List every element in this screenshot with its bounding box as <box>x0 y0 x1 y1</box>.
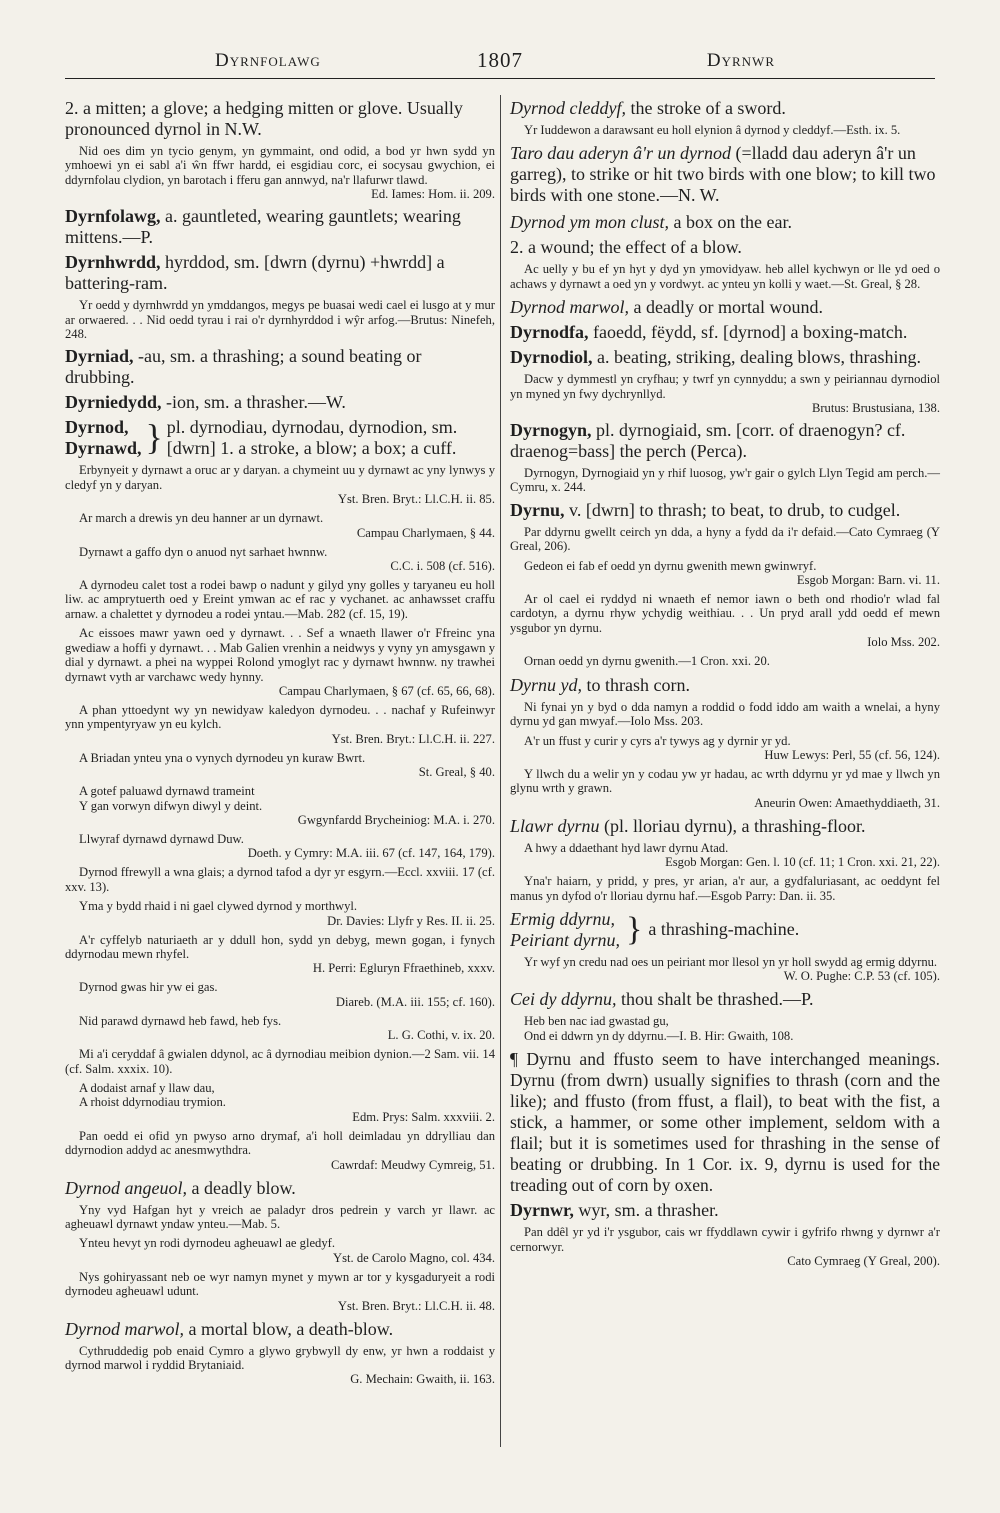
citation-source: Yst. Bren. Bryt.: Ll.C.H. ii. 227. <box>331 731 495 746</box>
entry-dyrnwr: Dyrnwr, wyr, sm. a thrasher. <box>510 1200 719 1221</box>
header-right-word: Dyrnwr <box>706 50 775 71</box>
citation-source: H. Perri: Egluryn Ffraethineb, xxxv. <box>312 961 495 976</box>
page-number: 1807 <box>477 48 523 72</box>
citation: Mi a'i ceryddaf â gwialen ddynol, ac â dyrnodiau meibion dynion.—2 Sam. vii. 14 (cf. Salm. xxxix. 10). <box>65 1047 495 1076</box>
phrase-dyrnod-marwol: Dyrnod marwol, a deadly or mortal wound. <box>510 297 823 318</box>
citation: Yr oedd y dyrnhwrdd yn ymddangos, megys pe buasai wedi cael ei lusgo at y mur ar orwaered. . . Nid oedd tyrau i rai o'r dyrnhyrddod i wŷr arfog.—Brutus: Ninefeh, 248. <box>65 298 495 342</box>
phrase-dyrnod-cleddyf: Dyrnod cleddyf, the stroke of a sword. <box>510 98 786 118</box>
citation: Ynteu hevyt yn rodi dyrnodeu agheuawl ae gledyf. Yst. de Carolo Magno, col. 434. <box>65 1236 495 1264</box>
phrase-taro-dau-aderyn: Taro dau aderyn â'r un dyrnod (=lladd dau aderyn â'r un garreg), to strike or hit two birds with one blow; to kill two birds with one stone.—N. W. <box>510 143 936 206</box>
citation: Ni fynai yn y byd o dda namyn a roddid o fodd iddo am waith a wnelai, a hyny dyrnu yd gan mwyaf.—Iolo Mss. 203. <box>510 699 940 729</box>
citation: A hwy a ddaethant hyd lawr dyrnu Atad. Esgob Morgan: Gen. l. 10 (cf. 11; 1 Cron. xxi. 21, 22). <box>510 841 940 869</box>
entry-dyrnfolawg: Dyrnfolawg, a. gauntleted, wearing gauntlets; wearing mittens.—P. <box>65 206 461 248</box>
headword: Dyrnodiol, <box>510 347 593 368</box>
citation: Ornan oedd yn dyrnu gwenith.—1 Cron. xxi. 20. <box>524 654 770 669</box>
headword: Dyrnhwrdd, <box>65 252 161 273</box>
citation: Gedeon ei fab ef oedd yn dyrnu gwenith mewn gwinwryf. Esgob Morgan: Barn. vi. 11. <box>510 559 940 587</box>
citation-source: St. Greal, § 40. <box>418 765 495 780</box>
phrase-dyrnod-angeuol: Dyrnod angeuol, a deadly blow. <box>65 1177 296 1198</box>
citation-source: Campau Charlymaen, § 44. <box>356 525 495 540</box>
headword: Dyrniad, <box>65 346 134 367</box>
citation-source: C.C. i. 508 (cf. 516). <box>390 559 495 574</box>
headword: Dyrnogyn, <box>510 420 592 441</box>
entry-dyrnhwrdd: Dyrnhwrdd, hyrddod, sm. [dwrn (dyrnu) +hwrdd] a battering-ram. <box>65 252 445 294</box>
citation: Pan ddêl yr yd i'r ysgubor, cais wr ffyddlawn cywir i gyfrifo rhwng y dyrnwr a'r cernorwyr. Cato Cymraeg (Y Greal, 200). <box>510 1225 940 1268</box>
citation: Dyrnogyn, Dyrnogiaid yn y rhif luosog, yw'r gair o gylch Llyn Tegid am perch.—Cymru, x. 244. <box>510 466 940 495</box>
term: Peiriant dyrnu, <box>510 929 620 950</box>
phrase-dyrnod-ym-mon-clust: Dyrnod ym mon clust, a box on the ear. <box>510 212 792 233</box>
citation: Nys gohiryassant neb oe wyr namyn mynet y mywn ar tor y kysgaduryeit a rodi dyrnodeu agheuawl udunt. Yst. Bren. Bryt.: Ll.C.H. ii. 48. <box>65 1269 495 1313</box>
citation: Yma y bydd rhaid i ni gael clywed dyrnod y morthwyl. Dr. Davies: Llyfr y Res. II. ii. 25. <box>65 899 495 927</box>
phrase-dyrnu-yd: Dyrnu yd, to thrash corn. <box>510 674 690 695</box>
usage-note: ¶ Dyrnu and ffusto seem to have interchanged meanings. Dyrnu (from dwrn) usually signifies to thrash (corn and the like); and ffusto (from ffust, a flail), to beat with the fist, a stick, a hammer, or some other implement, seldom with a flail; but it is sometimes used for thrashing in the sense of beating or drubbing. In 1 Cor. ix. 9, dyrnu is used for the treading out of corn by oxen. <box>510 1049 940 1196</box>
citation-source: Yst. Bren. Bryt.: Ll.C.H. ii. 48. <box>337 1298 495 1313</box>
citation-source: G. Mechain: Gwaith, ii. 163. <box>350 1372 495 1387</box>
headword: Dyrnod, <box>65 417 129 438</box>
citation-source: Edm. Prys: Salm. xxxviii. 2. <box>352 1109 495 1124</box>
citation: Erbynyeit y dyrnawt a oruc ar y daryan. a chymeint uu y dyrnawt ac yny lynwys y cledyf yn y daryan. Yst. Bren. Bryt.: Ll.C.H. ii. 85. <box>65 463 495 507</box>
citation: Ac uelly y bu ef yn hyt y dyd yn ymovidyaw. heb allel kychwyn or lle yd oed o achaws y dyrnawt a oed yn y vordwyt. ac ynteu yn kolli y waet.—St. Greal, § 28. <box>510 262 940 291</box>
term: Ermig ddyrnu, <box>510 908 615 929</box>
headword: Dyrnwr, <box>510 1200 574 1221</box>
citation-source: W. O. Pughe: C.P. 53 (cf. 105). <box>783 969 940 984</box>
citation: Yna'r haiarn, y pridd, y pres, yr arian, a'r aur, a gydfaluriasant, ac oeddynt fel manus yn dyfod o'r lloriau dyrnu haf.—Esgob Parry: Dan. ii. 35. <box>510 874 940 903</box>
citation-source: Cawrdaf: Meudwy Cymreig, 51. <box>330 1157 495 1172</box>
citation-source: Yst. Bren. Bryt.: Ll.C.H. ii. 85. <box>337 492 495 507</box>
phrase-dyrnod-marwol: Dyrnod marwol, a mortal blow, a death-blow. <box>65 1318 394 1339</box>
citation: Ar ol cael ei ryddyd ni wnaeth ef nemor iawn o beth ond rhodio'r wlad fal cardotyn, a dyrnu rhyw ychydig weithiau. . . Un pryd arall ydd oedd ef mewn ysgubor yn dyrnu. Iolo Mss. 202. <box>510 592 940 650</box>
citation-source: Campau Charlymaen, § 67 (cf. 65, 66, 68). <box>278 683 495 698</box>
citation-source: Cato Cymraeg (Y Greal, 200). <box>787 1253 940 1268</box>
citation: Par ddyrnu gwellt ceirch yn dda, a hyny a fydd da i'r defaid.—Cato Cymraeg (Y Greal, 206). <box>510 524 940 554</box>
citation: A'r cyffelyb naturiaeth ar y ddull hon, sydd yn debyg, mewn gogan, i fynych ddyrnodau mewn rhyfel. H. Perri: Egluryn Ffraethineb, xxxv. <box>65 932 495 976</box>
column-divider <box>500 95 501 1447</box>
headword: Dyrnodfa, <box>510 322 589 343</box>
citation: A Briadan ynteu yna o vynych dyrnodeu yn kuraw Bwrt. St. Greal, § 40. <box>65 751 495 779</box>
brace-glyph: } <box>145 417 163 458</box>
page-header <box>65 48 935 79</box>
citation: Pan oedd ei ofid yn pwyso arno drymaf, a'i holl deimladau yn ddrylliau dan ddyrnodion addyd ac anesmwythdra. Cawrdaf: Meudwy Cymreig, 51. <box>65 1128 495 1172</box>
headword: Dyrniedydd, <box>65 392 162 413</box>
citation-source: Yst. de Carolo Magno, col. 434. <box>333 1250 495 1265</box>
sense-2: 2. a mitten; a glove; a hedging mitten or glove. Usually pronounced dyrnol in N.W. <box>65 98 463 139</box>
citation: Yr wyf yn credu nad oes un peiriant mor llesol yn yr holl swydd ag ermig ddyrnu. W. O. Pughe: C.P. 53 (cf. 105). <box>510 955 940 983</box>
phrase-thrashing-machine <box>510 909 940 951</box>
entry-dyrnu: Dyrnu, v. [dwrn] to thrash; to beat, to drub, to cudgel. <box>510 499 901 520</box>
citation-source: Huw Lewys: Perl, 55 (cf. 56, 124). <box>764 747 940 762</box>
right-column <box>510 98 940 1273</box>
entry-dyrnod: Dyrnod, Dyrnawd, } pl. dyrnodiau, dyrnodau, dyrnodion, sm. [dwrn] 1. a stroke, a blow; a box; a cuff. <box>65 417 458 459</box>
left-column <box>65 98 495 1391</box>
citation: Yny vyd Hafgan hyt y vreich ae paladyr dros pedrein y varch yr llawr. ac agheuawl dyrnawt yndaw ynteu.—Mab. 5. <box>65 1202 495 1232</box>
citation: Y llwch du a welir yn y codau yw yr hadau, ac wrth ddyrnu yr yd mae y llwch yn glynu wrth y grawn. Aneurin Owen: Amaethyddiaeth, 31. <box>510 766 940 810</box>
citation: A phan yttoedynt wy yn newidyaw kaledyon dyrnodeu. . . nachaf y Rufeinwyr ynn ympentyryaw yn eu kylch. Yst. Bren. Bryt.: Ll.C.H. ii. 227. <box>65 702 495 746</box>
citation-source: Doeth. y Cymry: M.A. iii. 67 (cf. 147, 164, 179). <box>247 846 495 861</box>
entry-dyrniad: Dyrniad, -au, sm. a thrashing; a sound beating or drubbing. <box>65 346 422 388</box>
sense-2: 2. a wound; the effect of a blow. <box>510 237 742 258</box>
citation: Llwyraf dyrnawd dyrnawd Duw. Doeth. y Cymry: M.A. iii. 67 (cf. 147, 164, 179). <box>65 832 495 860</box>
citation-source: Dr. Davies: Llyfr y Res. II. ii. 25. <box>327 913 495 928</box>
citation: Dacw y dymmestl yn cryfhau; y twrf yn cynnyddu; a swn y peiriannau dyrnodiol yn myned yn fwy dychrynllyd. Brutus: Brustusiana, 138. <box>510 372 940 416</box>
citation: Nid oes dim yn tycio genym, yn gymmaint, ond odid, a bod yr hwn sydd yn ymhoewi yn ei sabl a'i ŵn ffwr hardd, ei esgidiau corc, ei socysau gwychion, ei ddyrnfolau clydion, yn barotach i fferu gan annwyd, na'r llafurwr tlawd. Ed. Iames: Hom. ii. 209. <box>65 144 495 202</box>
entry-dyrnogyn: Dyrnogyn, pl. dyrnogiaid, sm. [corr. of draenogyn? cf. draenog=bass] the perch (Perca). <box>510 420 906 462</box>
verse-quote: A gotef paluawd dyrnawd trameint Y gan vorwyn difwyn diwyl y deint. Gwgynfardd Brycheiniog: M.A. i. 270. <box>79 784 495 827</box>
citation-source: L. G. Cothi, v. ix. 20. <box>387 1028 495 1043</box>
header-left-word: Dyrnfolawg <box>215 50 321 71</box>
citation: Dyrnawt a gaffo dyn o anuod nyt sarhaet hwnnw. C.C. i. 508 (cf. 516). <box>65 545 495 573</box>
citation: Nid parawd dyrnawd heb fawd, heb fys. L. G. Cothi, v. ix. 20. <box>65 1014 495 1042</box>
citation: A dyrnodeu calet tost a rodei bawp o nadunt y gilyd yny golles y taryaneu eu holl liw. ac amprytuerth oed y Ereint ymwan ac ef rac y vychanet. ac anhawsset craffu arnaw. a chalettet y dyrnodeu a rodei yntau.—Mab. 282 (cf. 15, 19). <box>65 578 495 621</box>
citation: A'r un ffust y curir y cyrs a'r tywys ag y dyrnir yr yd. Huw Lewys: Perl, 55 (cf. 56, 124). <box>510 734 940 762</box>
entry-dyrnodiol: Dyrnodiol, a. beating, striking, dealing blows, thrashing. <box>510 347 921 368</box>
phrase-cei-dy-ddyrnu: Cei dy ddyrnu, thou shalt be thrashed.—P. <box>510 989 814 1010</box>
citation-source: Iolo Mss. 202. <box>867 635 940 650</box>
citation-source: Aneurin Owen: Amaethyddiaeth, 31. <box>754 795 940 810</box>
headword: Dyrnfolawg, <box>65 206 161 227</box>
citation-source: Esgob Morgan: Gen. l. 10 (cf. 11; 1 Cron. xxi. 21, 22). <box>665 855 940 870</box>
citation-source: Esgob Morgan: Barn. vi. 11. <box>796 573 940 588</box>
citation-source: Brutus: Brustusiana, 138. <box>811 401 940 416</box>
citation-source: Gwgynfardd Brycheiniog: M.A. i. 270. <box>297 812 495 827</box>
citation: Cythruddedig pob enaid Cymro a glywo grybwyll dy enw, yr hwn a roddaist y dyrnod marwol i ryddid Brytaniaid. G. Mechain: Gwaith, ii. 163. <box>65 1343 495 1387</box>
phrase-llawr-dyrnu: Llawr dyrnu (pl. lloriau dyrnu), a thrashing-floor. <box>510 815 866 836</box>
citation-source: Diareb. (M.A. iii. 155; cf. 160). <box>335 994 495 1009</box>
citation: Yr Iuddewon a darawsant eu holl elynion â dyrnod y cleddyf.—Esth. ix. 5. <box>524 123 901 137</box>
entry-dyrnodfa: Dyrnodfa, faoedd, fëydd, sf. [dyrnod] a boxing-match. <box>510 322 908 343</box>
headword: Dyrnawd, <box>65 438 142 459</box>
citation: Ar march a drewis yn deu hanner ar un dyrnawt. Campau Charlymaen, § 44. <box>65 511 495 539</box>
brace-glyph: } <box>626 910 643 948</box>
citation-source: Ed. Iames: Hom. ii. 209. <box>371 187 495 202</box>
citation: Ac eissoes mawr yawn oed y dyrnawt. . . Sef a wnaeth llawer o'r Ffreinc yna gwediaw a hoffi y dyrnawt. . . Mab Galien vrenhin a neidwys y vyny yn amysgawn y dial y dyrnawt. a phei na wyppei Rolond ymoglyt rac y dyrnawt hwnnw. ny trawhei dyrnawt vyth ar varchawc wedy hynny. Campau Charlymaen, § 67 (cf. 65, 66, 68). <box>65 626 495 698</box>
headword: Dyrnu, <box>510 499 565 520</box>
verse-quote: Heb ben nac iad gwastad gu, Ond ei ddwrn yn dy ddyrnu.—I. B. Hir: Gwaith, 108. <box>524 1014 794 1043</box>
citation: Dyrnod gwas hir yw ei gas. Diareb. (M.A. iii. 155; cf. 160). <box>65 980 495 1008</box>
entry-dyrniedydd: Dyrniedydd, -ion, sm. a thrasher.—W. <box>65 392 346 413</box>
verse-quote: A dodaist arnaf y llaw dau, A rhoist ddyrnodiau trymion. Edm. Prys: Salm. xxxviii. 2. <box>79 1081 495 1124</box>
citation: Dyrnod ffrewyll a wna glais; a dyrnod tafod a dyr yr esgyrn.—Eccl. xxviii. 17 (cf. xxv. 13). <box>65 865 495 894</box>
definition: a thrashing-machine. <box>648 919 800 940</box>
